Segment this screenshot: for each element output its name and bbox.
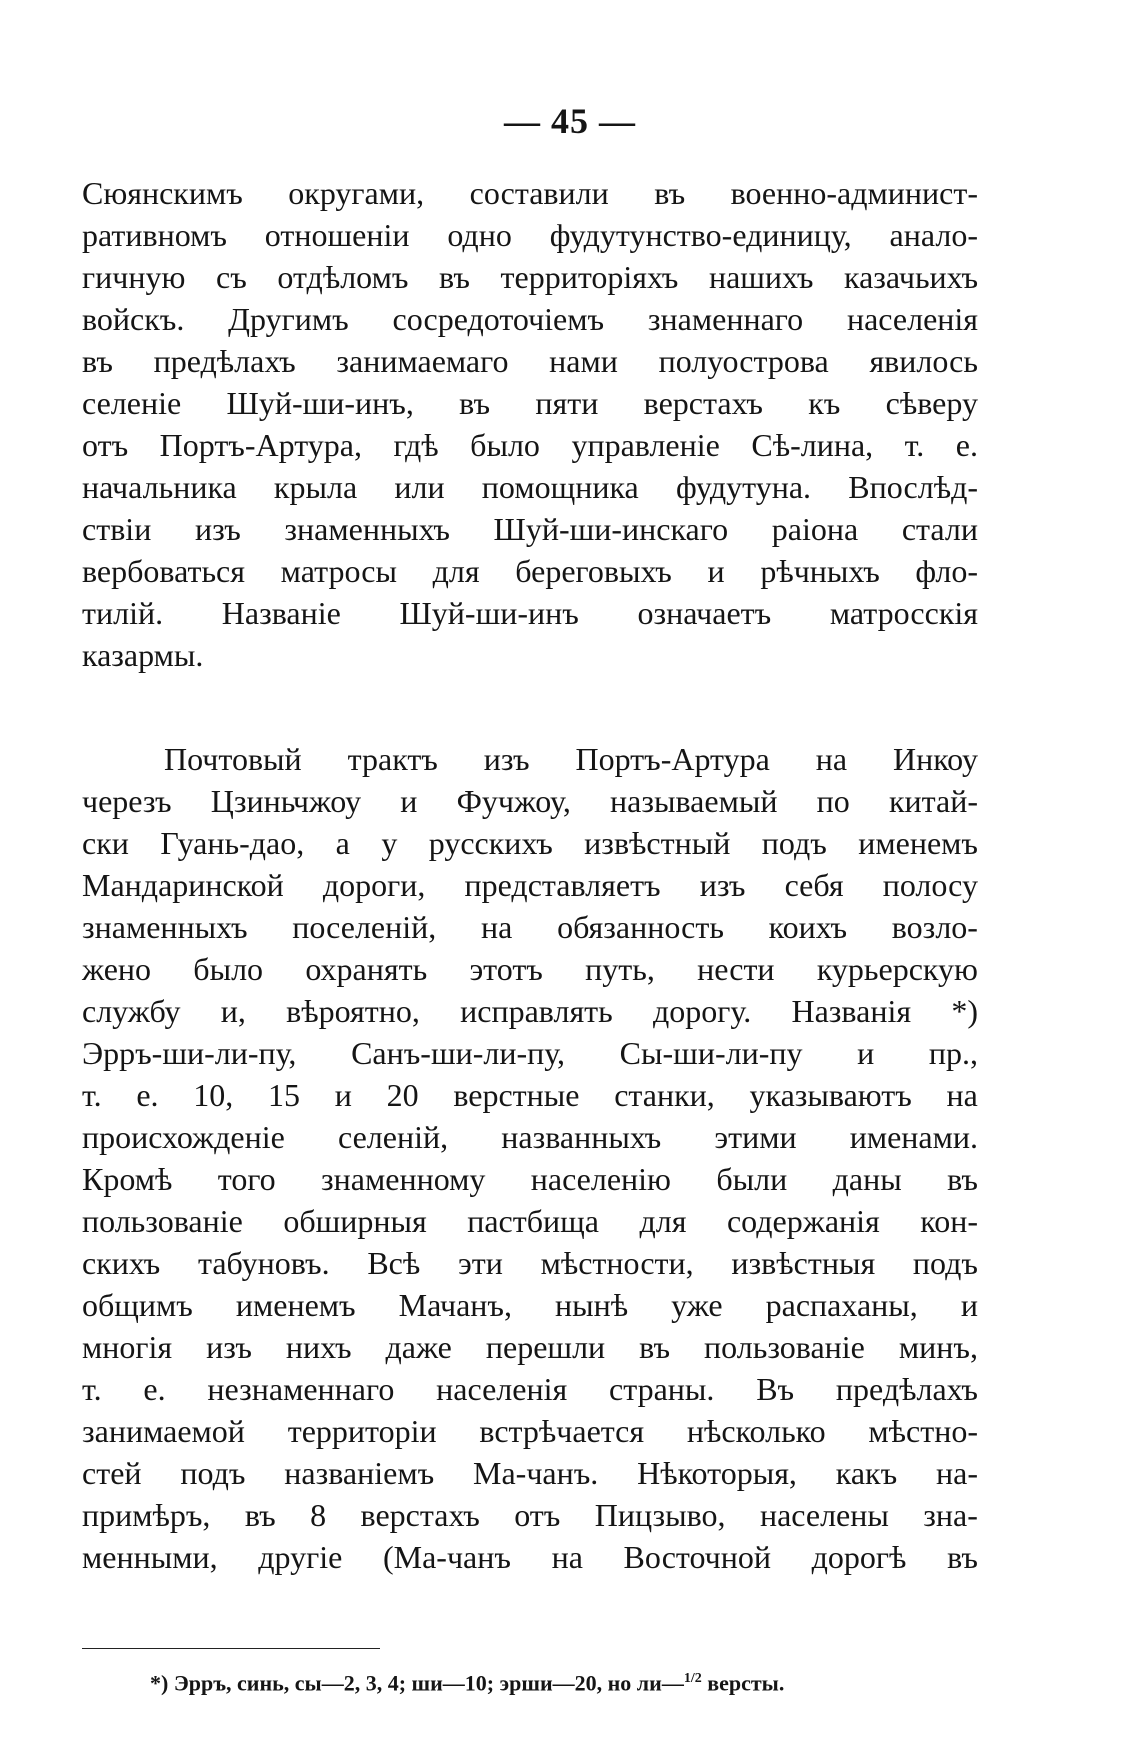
text-line: гичную съ отдѣломъ въ территоріяхъ нашихъ казачьихъ	[82, 259, 978, 295]
text-line: ски Гуань-дао, а у русскихъ извѣстный подъ именемъ	[82, 825, 978, 861]
text-line: общимъ именемъ Мачанъ, нынѣ уже распаханы, и	[82, 1287, 978, 1323]
text-line: скихъ табуновъ. Всѣ эти мѣстности, извѣстныя подъ	[82, 1245, 978, 1281]
text-line: занимаемой территоріи встрѣчается нѣсколько мѣстно-	[82, 1413, 978, 1449]
text-line: Почтовый трактъ изъ Портъ-Артура на Инкоу	[164, 741, 978, 777]
text-line: жено было охранять этотъ путь, нести курьерскую	[82, 951, 978, 987]
text-line: ствіи изъ знаменныхъ Шуй-ши-инскаго раіона стали	[82, 511, 978, 547]
text-line: вербоваться матросы для береговыхъ и рѣчныхъ фло-	[82, 553, 978, 589]
footnote-rule	[82, 1648, 380, 1649]
text-line: менными, другіе (Ма-чанъ на Восточной дорогѣ въ	[82, 1539, 978, 1575]
text-line: т. е. незнаменнаго населенія страны. Въ предѣлахъ	[82, 1371, 978, 1407]
footnote-text-after: версты.	[701, 1670, 785, 1696]
text-line: черезъ Цзиньчжоу и Фучжоу, называемый по китай-	[82, 783, 978, 819]
footnote-text-before: *) Эрръ, синь, сы—2, 3, 4; ши—10; эрши—20, но ли—	[150, 1670, 684, 1696]
text-line: происхожденіе селеній, названныхъ этими именами.	[82, 1119, 978, 1155]
text-line: многія изъ нихъ даже перешли въ пользованіе минъ,	[82, 1329, 978, 1365]
text-line: войскъ. Другимъ сосредоточіемъ знаменнаго населенія	[82, 301, 978, 337]
text-line: Сюянскимъ округами, составили въ военно-админист-	[82, 175, 978, 211]
text-line: Кромѣ того знаменному населенію были даны въ	[82, 1161, 978, 1197]
page-number: — 45 —	[504, 101, 636, 141]
text-line: тилій. Названіе Шуй-ши-инъ означаетъ матросскія	[82, 595, 978, 631]
text-line: примѣръ, въ 8 верстахъ отъ Пицзыво, населены зна-	[82, 1497, 978, 1533]
text-line: селеніе Шуй-ши-инъ, въ пяти верстахъ къ сѣверу	[82, 385, 978, 421]
footnote	[150, 1664, 980, 1698]
text-line: знаменныхъ поселеній, на обязанность коихъ возло-	[82, 909, 978, 945]
text-line: т. е. 10, 15 и 20 верстные станки, указываютъ на	[82, 1077, 978, 1113]
text-line: пользованіе обширныя пастбища для содержанія кон-	[82, 1203, 978, 1239]
footnote-fraction: 1/2	[683, 1671, 702, 1686]
text-line: Мандаринской дороги, представляетъ изъ себя полосу	[82, 867, 978, 903]
text-line: службу и, вѣроятно, исправлять дорогу. Названія *)	[82, 993, 978, 1029]
text-line: Эрръ-ши-ли-пу, Санъ-ши-ли-пу, Сы-ши-ли-пу и пр.,	[82, 1035, 978, 1071]
text-line: отъ Портъ-Артура, гдѣ было управленіе Сѣ-лина, т. е.	[82, 427, 978, 463]
text-line: ративномъ отношеніи одно фудутунство-единицу, анало-	[82, 217, 978, 253]
text-line: въ предѣлахъ занимаемаго нами полуострова явилось	[82, 343, 978, 379]
text-line: стей подъ названіемъ Ма-чанъ. Нѣкоторыя, какъ на-	[82, 1455, 978, 1491]
text-line: начальника крыла или помощника фудутуна. Впослѣд-	[82, 469, 978, 505]
text-line: казармы.	[82, 637, 204, 673]
